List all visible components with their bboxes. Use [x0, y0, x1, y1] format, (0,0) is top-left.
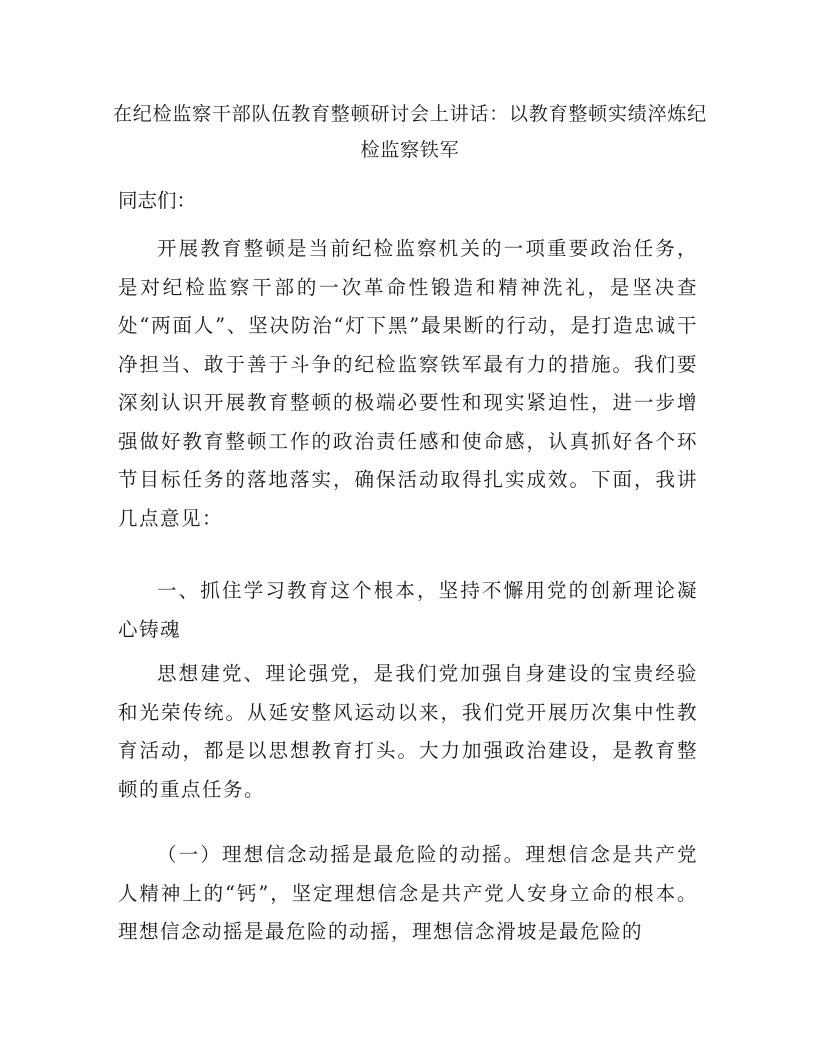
section-heading-1: 一、抓住学习教育这个根本，坚持不懈用党的创新理论凝心铸魂	[118, 579, 698, 641]
paragraph-section-1: 思想建党、理论强党，是我们党加强自身建设的宝贵经验和光荣传统。从延安整风运动以来，我们党开展历次集中性教育活动，都是以思想教育打头。大力加强政治建设，是教育整顿的重点任务。	[118, 662, 698, 801]
document-title: 在纪检监察干部队伍教育整顿研讨会上讲话：以教育整顿实绩淬炼纪检监察铁军	[112, 103, 707, 161]
salutation: 同志们：	[118, 189, 197, 212]
paragraph-intro: 开展教育整顿是当前纪检监察机关的一项重要政治任务，是对纪检监察干部的一次革命性锻造和精神洗礼，是坚决查处“两面人”、坚决防治“灯下黑”最果断的行动，是打造忠诚干净担当、敢于善于斗争的纪检监察铁军最有力的措施。我们要深刻认识开展教育整顿的极端必要性和现实紧迫性，进一步增强做好教育整顿工作的政治责任感和使命感，认真抓好各个环节目标任务的落地落实，确保活动取得扎实成效。下面，我讲几点意见：	[118, 237, 698, 530]
paragraph-subsection-1: （一）理想信念动摇是最危险的动摇。理想信念是共产党人精神上的“钙”，坚定理想信念是共产党人安身立命的根本。理想信念动摇是最危险的动摇，理想信念滑坡是最危险的	[118, 843, 698, 943]
